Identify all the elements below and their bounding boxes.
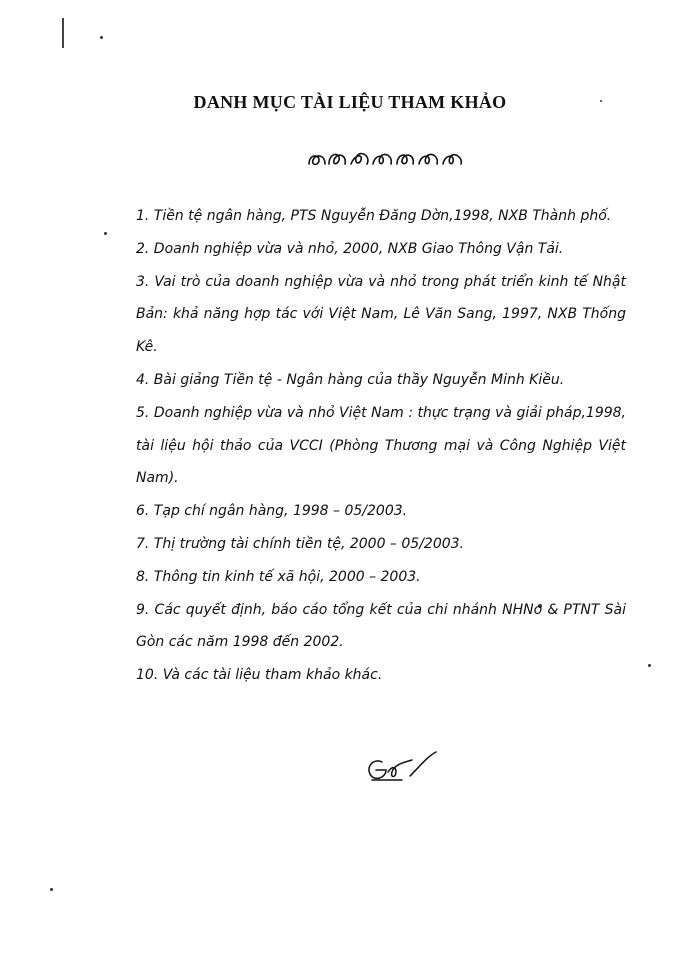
- scan-speck: [104, 232, 107, 235]
- reference-item: 3. Vai trò của doanh nghiệp vừa và nhỏ trong phát triển kinh tế Nhật Bản: khả năng hợp tác với Việt Nam, Lê Văn Sang, 1997, NXB Thống Kê.: [136, 273, 626, 356]
- reference-item: 4. Bài giảng Tiền tệ - Ngân hàng của thầy Nguyễn Minh Kiều.: [136, 371, 565, 388]
- decorative-flourish-icon: [305, 148, 465, 170]
- page-title: DANH MỤC TÀI LIỆU THAM KHẢO: [193, 92, 507, 112]
- reference-item: 9. Các quyết định, báo cáo tổng kết của chi nhánh NHNo & PTNT Sài Gòn các năm 1998 đến 2002.: [136, 601, 626, 651]
- reference-item: 6. Tạp chí ngân hàng, 1998 – 05/2003.: [136, 503, 408, 520]
- reference-item: 2. Doanh nghiệp vừa và nhỏ, 2000, NXB Giao Thông Vận Tải.: [136, 240, 564, 257]
- reference-list: [136, 200, 626, 692]
- signature-flourish-icon: [362, 748, 442, 788]
- reference-item: 10. Và các tài liệu tham khảo khác.: [136, 667, 383, 684]
- scan-speck: [50, 888, 53, 891]
- reference-item: 1. Tiền tệ ngân hàng, PTS Nguyễn Đăng Dờn,1998, NXB Thành phố.: [136, 208, 612, 224]
- scan-speck: [100, 36, 103, 39]
- scan-speck: [648, 664, 651, 667]
- scan-mark: [62, 18, 64, 48]
- reference-item: 8. Thông tin kinh tế xã hội, 2000 – 2003.: [136, 568, 421, 585]
- reference-item: 5. Doanh nghiệp vừa và nhỏ Việt Nam : thực trạng và giải pháp,1998, tài liệu hội thảo của VCCI (Phòng Thương mại và Công Nghiệp Việt Nam).: [136, 404, 626, 487]
- reference-item: 7. Thị trường tài chính tiền tệ, 2000 – 05/2003.: [136, 535, 464, 552]
